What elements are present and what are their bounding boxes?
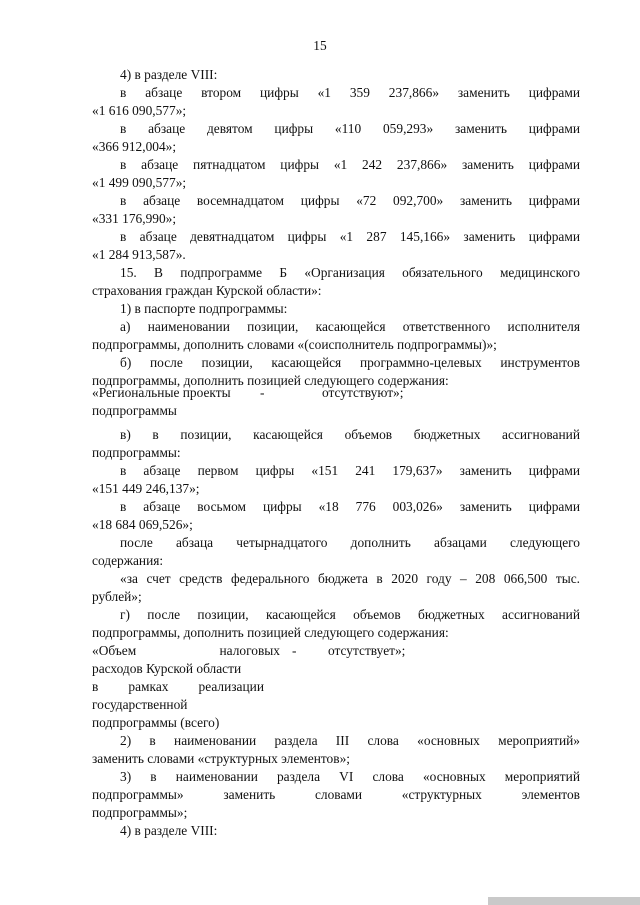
text-line: рублей»; — [92, 589, 142, 604]
text-line: в абзаце втором цифры «1 359 237,866» заменить цифрами — [120, 85, 580, 100]
text-line: в) в позиции, касающейся объемов бюджетных ассигнований — [120, 427, 580, 442]
text-line: а) наименовании позиции, касающейся ответственного исполнителя — [120, 319, 580, 334]
text-line: в абзаце девятнадцатом цифры «1 287 145,166» заменить цифрами — [120, 229, 580, 244]
text-line: «1 284 913,587». — [92, 247, 186, 262]
text-line: «за счет средств федерального бюджета в 2020 году – 208 066,500 тыс. — [120, 571, 580, 586]
table-cell-label: государственной — [92, 697, 188, 712]
table-cell-label: «Региональные проекты — [92, 385, 231, 400]
table-cell-label: «Объем налоговых — [92, 643, 280, 658]
text-line: содержания: — [92, 553, 164, 568]
text-line: подпрограммы, дополнить позицией следующего содержания: — [92, 373, 449, 388]
text-line: подпрограммы, дополнить позицией следующего содержания: — [92, 625, 449, 640]
table-cell-value: отсутствует»; — [328, 643, 406, 658]
text-line: в абзаце девятом цифры «110 059,293» заменить цифрами — [120, 121, 580, 136]
text-line: «366 912,004»; — [92, 139, 177, 154]
text-line: «331 176,990»; — [92, 211, 177, 226]
text-line: в абзаце восемнадцатом цифры «72 092,700» заменить цифрами — [120, 193, 580, 208]
text-line: «18 684 069,526»; — [92, 517, 193, 532]
text-line: «151 449 246,137»; — [92, 481, 200, 496]
text-line: 15. В подпрограмме Б «Организация обязательного медицинского — [120, 265, 580, 280]
text-line: в абзаце первом цифры «151 241 179,637» заменить цифрами — [120, 463, 580, 478]
text-line: подпрограммы: — [92, 445, 181, 460]
text-line: «1 616 090,577»; — [92, 103, 187, 118]
text-line: заменить словами «структурных элементов»; — [92, 751, 350, 766]
text-line: г) после позиции, касающейся объемов бюджетных ассигнований — [120, 607, 580, 622]
table-cell-dash: - — [260, 385, 265, 400]
text-line: в абзаце пятнадцатом цифры «1 242 237,866» заменить цифрами — [120, 157, 580, 172]
table-cell-label: расходов Курской области — [92, 661, 242, 676]
text-line: подпрограммы, дополнить словами «(соисполнитель подпрограммы)»; — [92, 337, 497, 352]
text-line: 3) в наименовании раздела VI слова «основных мероприятий — [120, 769, 580, 784]
text-line: страхования граждан Курской области»: — [92, 283, 322, 298]
text-line: подпрограммы»; — [92, 805, 188, 820]
text-line: в абзаце восьмом цифры «18 776 003,026» заменить цифрами — [120, 499, 580, 514]
text-line: «1 499 090,577»; — [92, 175, 187, 190]
table-cell-value: отсутствуют»; — [322, 385, 404, 400]
text-line: 4) в разделе VIII: — [120, 67, 218, 82]
text-line: после абзаца четырнадцатого дополнить абзацами следующего — [120, 535, 580, 550]
table-cell-label: подпрограммы — [92, 403, 177, 418]
text-line: 2) в наименовании раздела III слова «основных мероприятий» — [120, 733, 580, 748]
table-cell-label: подпрограммы (всего) — [92, 715, 220, 730]
scan-edge-mark — [488, 897, 640, 905]
page-number: 15 — [313, 38, 327, 53]
text-line: подпрограммы» заменить словами «структурных элементов — [92, 787, 580, 802]
text-line: б) после позиции, касающейся программно-целевых инструментов — [120, 355, 580, 370]
text-line: 4) в разделе VIII: — [120, 823, 218, 838]
text-line: 1) в паспорте подпрограммы: — [120, 301, 288, 316]
table-cell-dash: - — [292, 643, 297, 658]
table-cell-label: в рамках реализации — [92, 679, 264, 694]
